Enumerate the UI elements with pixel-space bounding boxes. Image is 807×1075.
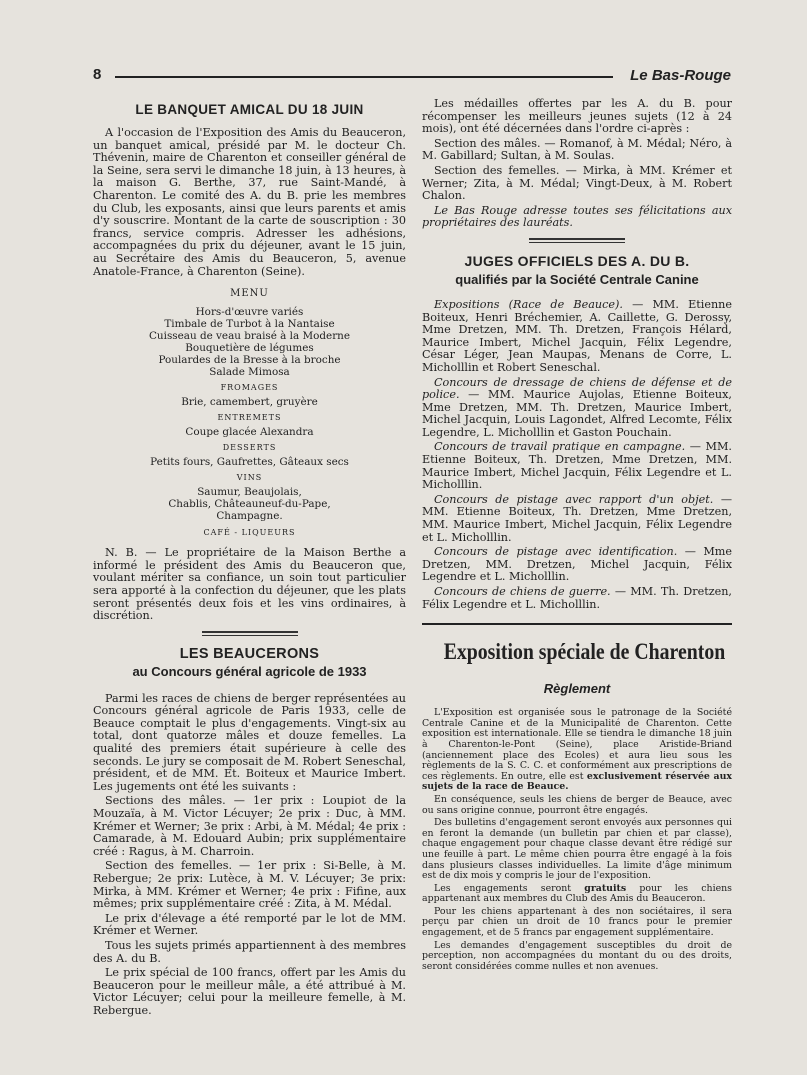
banquet-heading: LE BANQUET AMICAL DU 18 JUIN	[135, 102, 364, 117]
beaucerons-heading	[93, 646, 406, 679]
menu-section-heading: FROMAGES	[220, 383, 279, 393]
reglement-paragraph	[422, 708, 732, 793]
juges-list	[422, 299, 732, 611]
juge-category: Concours de pistage avec identification.	[434, 545, 678, 559]
beaucerons-paragraph: Tous les sujets primés appartiennent à des membres des A. du B.	[93, 938, 406, 965]
juge-entry	[422, 377, 732, 440]
juge-category: Concours de travail pratique en campagne.	[434, 440, 686, 454]
juge-entry	[422, 299, 732, 375]
menu-section-heading: ENTREMETS	[217, 413, 282, 423]
header-rule	[115, 76, 613, 78]
menu-item: Bouquetière de légumes	[185, 342, 314, 355]
section-divider	[529, 238, 625, 243]
reglement-text-span: Les engagements seront	[434, 882, 585, 894]
menu-section-heading: VINS	[236, 473, 263, 483]
page-number: 8	[93, 66, 102, 83]
journal-title: Le Bas-Rouge	[630, 67, 731, 84]
beaucerons-paragraph: Section des femelles. — 1er prix : Si-Belle, à M. Rebergue; 2e prix: Lutèce, à M. V. Lécuyer; 3e prix: Mirka, à MM. Krémer et Werner; 4e prix : Fifine, aux mêmes; prix supplémentaire créé : Zita, à M. Médal.	[93, 859, 406, 911]
reglement-text	[422, 708, 732, 972]
exposition-top-rule	[422, 623, 732, 625]
menu-item: Brie, camembert, gruyère	[181, 396, 318, 409]
beaucerons-paragraph: Le prix spécial de 100 francs, offert par les Amis du Beauceron pour le meilleur mâle, a été attribué à M. Victor Lécuyer; celui pour la meilleure femelle, à M. Rebergue.	[93, 966, 406, 1017]
menu-item: Petits fours, Gaufrettes, Gâteaux secs	[150, 456, 349, 469]
juge-names: — MM. Maurice Aujolas, Etienne Boiteux, Mme Dretzen, MM. Th. Dretzen, Maurice Imbert, Michel Jacquin, Louis Lagondet, Alfred Lecomte, Félix Legendre, L. Micholllin et Gaston Pouchain.	[422, 388, 732, 439]
medailles-paragraph: Section des femelles. — Mirka, à MM. Krémer et Werner; Zita, à M. Médal; Vingt-Deux, à M. Robert Chalon.	[422, 163, 732, 203]
reglement-heading: Règlement	[543, 681, 611, 697]
beaucerons-subtitle: au Concours général agricole de 1933	[132, 663, 367, 679]
juge-names: — MM. Th. Dretzen, Félix Legendre et L. Micholllin.	[422, 585, 732, 611]
juge-category: Concours de dressage de chiens de défense et de police.	[422, 375, 732, 402]
banquet-paragraph: A l'occasion de l'Exposition des Amis du Beauceron, un banquet amical, présidé par M. le docteur Ch. Thévenin, maire de Charenton et conseiller général de la Seine, sera servi le dimanche 18 juin, à 13 heures, à la maison G. Berthe, 37, rue Saint-Mandé, à Charenton. Le comité des A. du B. prie les membres du Club, les exposants, ainsi que leurs parents et amis d'y souscrire. Montant de la carte de souscription : 30 francs, service compris. Adresser les adhésions, accompagnées du prix du déjeuner, avant le 15 juin, au Secrétaire des Amis du Beauceron, 5, avenue Anatole-France, à Charenton (Seine).	[93, 126, 406, 278]
menu-section-heading: CAFÉ - LIQUEURS	[203, 528, 296, 538]
menu-item: Salade Mimosa	[209, 366, 290, 379]
medailles-paragraph: Le Bas Rouge adresse toutes ses félicitations aux propriétaires des lauréats.	[422, 203, 732, 230]
menu-item: Coupe glacée Alexandra	[185, 426, 314, 439]
menu-section-heading: DESSERTS	[222, 443, 277, 453]
juge-entry	[422, 546, 732, 584]
beaucerons-paragraph: Sections des mâles. — 1er prix : Loupiot de la Mouzaïa, à M. Victor Lécuyer; 2e prix : Duc, à MM. Krémer et Werner; 3e prix : Arbi, à M. Médal; 4e prix : Camarade, à M. Edouard Aubin; prix supplémentaire créé : Ragus, à M. Charroin.	[93, 794, 406, 858]
menu-item: Chablis, Châteauneuf-du-Pape,	[168, 498, 331, 511]
beaucerons-title: LES BEAUCERONS	[179, 645, 320, 662]
reglement-paragraph: Des bulletins d'engagement seront envoyés aux personnes qui en feront la demande (un bulletin par chien et par classe), chaque engagement pour chaque classe devant être rédigé sur une feuille à part. Le même chien pourra être engagé à la fois dans plusieurs classes individuelles. La limite d'âge minimum est de dix mois y compris le jour de l'exposition.	[422, 817, 732, 882]
juge-category: Concours de pistage avec rapport d'un objet.	[434, 492, 714, 506]
reglement-bold-text: gratuits	[584, 882, 627, 894]
juges-heading	[422, 253, 732, 287]
juge-names: — Mme Dretzen, MM. Dretzen, Michel Jacquin, Félix Legendre et L. Micholllin.	[422, 545, 732, 584]
juge-entry	[422, 586, 732, 611]
reglement-paragraph: Les demandes d'engagement susceptibles du droit de perception, non accompagnées du montant du ou des droits, seront considérées comme nulles et non avenues.	[422, 939, 732, 972]
juge-entry	[422, 494, 732, 544]
beaucerons-paragraph: Le prix d'élevage a été remporté par le lot de MM. Krémer et Werner.	[93, 911, 406, 938]
banquet-menu	[93, 288, 406, 539]
juges-subtitle: qualifiés par la Société Centrale Canine	[455, 271, 699, 287]
juge-category: Expositions (Race de Beauce).	[434, 297, 623, 311]
juge-names: — MM. Etienne Boiteux, Th. Dretzen, Mme Dretzen, MM. Maurice Imbert, Michel Jacquin, Félix Legendre et L. Micholllin.	[422, 440, 732, 492]
menu-item: Hors-d'œuvre variés	[195, 306, 304, 319]
reglement-paragraph: Pour les chiens appartenant à des non sociétaires, il sera perçu par chien un droit de 10 francs pour le premier engagement, et de 5 francs par engagement supplémentaire.	[422, 905, 732, 939]
menu-item: Saumur, Beaujolais,	[197, 486, 302, 499]
left-column	[93, 98, 406, 1020]
medailles-paragraph: Section des mâles. — Romanof, à M. Médal; Néro, à M. Gabillard; Sultan, à M. Soulas.	[422, 136, 732, 163]
menu-title: MENU	[230, 288, 269, 300]
reglement-text-span: pour les chiens appartenant aux membres du Club des Amis du Beauceron.	[422, 882, 732, 905]
nb-paragraph: N. B. — Le propriétaire de la Maison Berthe a informé le président des Amis du Beauceron que, voulant mériter sa confiance, un soin tout particulier sera apporté à la confection du déjeuner, que les plats seront présentés deux fois et les vins ordinaires, à discrétion.	[93, 546, 406, 623]
juge-entry	[422, 441, 732, 491]
reglement-bold-text: exclusivement réservée aux sujets de la race de Beauce.	[422, 770, 732, 793]
juges-title: JUGES OFFICIELS DES A. DU B.	[464, 252, 690, 269]
menu-item: Cuisseau de veau braisé à la Moderne	[148, 330, 351, 343]
juge-names: — MM. Etienne Boiteux, Henri Bréchemier, A. Caillette, G. Derossy, Mme Dretzen, MM. Th. Dretzen, François Hélard, Maurice Imbert, Michel Jacquin, Félix Legendre, César Léger, Jean Maupas, Menans de Corre, L. Micholllin et Robert Seneschal.	[422, 297, 732, 374]
menu-item: Poulardes de la Bresse à la broche	[158, 354, 341, 367]
juge-category: Concours de chiens de guerre.	[434, 585, 611, 598]
menu-item: Champagne.	[216, 510, 283, 523]
beaucerons-paragraph: Parmi les races de chiens de berger représentées au Concours général agricole de Paris 1933, celle de Beauce comptait le plus d'engagements. Vingt-six au total, dont quatorze mâles et douze femelles. La qualité des premiers était supérieure à celle des seconds. Le jury se composait de M. Robert Seneschal, président, et de MM. Et. Boiteux et Maurice Imbert. Les jugements ont été les suivants :	[93, 691, 406, 793]
medailles-paragraph: Les médailles offertes par les A. du B. pour récompenser les meilleurs jeunes sujets (12 à 24 mois), ont été décernées dans l'ordre ci-après :	[422, 97, 732, 136]
reglement-paragraph: En conséquence, seuls les chiens de berger de Beauce, avec ou sans origine connue, pourront être engagés.	[422, 793, 732, 816]
page-header	[93, 66, 731, 86]
juge-names: — MM. Etienne Boiteux, Th. Dretzen, Mme Dretzen, MM. Maurice Imbert, Michel Jacquin, Félix Legendre et L. Micholllin.	[422, 492, 733, 544]
exposition-title: Exposition spéciale de Charenton	[443, 639, 726, 665]
reglement-text-span: L'Exposition est organisée sous le patronage de la Société Centrale Canine et de la Municipalité de Charenton. Cette exposition est internationale. Elle se tiendra le dimanche 18 juin à Charenton-le-Pont (Seine), place Aristide-Briand (anciennement place des Ecoles) et aura lieu sous les règlements de la S. C. C. et conformément aux prescriptions de ces règlements. En outre, elle est	[422, 707, 732, 782]
menu-item: Timbale de Turbot à la Nantaise	[164, 318, 335, 331]
reglement-paragraph	[422, 884, 732, 905]
right-column	[422, 98, 732, 974]
section-divider	[202, 631, 298, 636]
